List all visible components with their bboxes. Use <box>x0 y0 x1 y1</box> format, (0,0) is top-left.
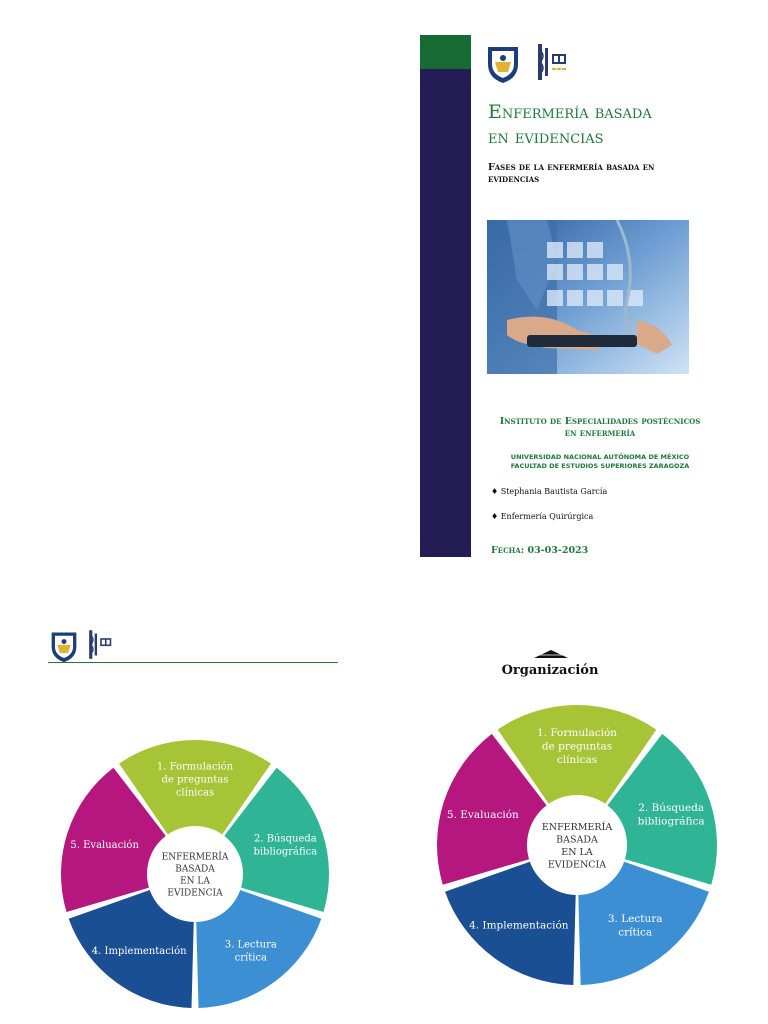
author-name: Stephania Bautista García <box>500 487 608 496</box>
wheel-segment-label-3: 3. Lectura crítica <box>607 912 663 939</box>
cover-date: Fecha: 03-03-2023 <box>491 545 589 556</box>
unam-fes-logo-icon <box>534 42 572 82</box>
wheel-segment-label-5: 5. Evaluación <box>446 808 519 821</box>
wheel-segment-label-3: 3. Lectura crítica <box>224 939 277 964</box>
institute-line-2: en enfermería <box>564 428 636 439</box>
wheel-segment-label-4: 4. Implementación <box>91 946 187 958</box>
wheel-segment-label-4: 4. Implementación <box>469 919 569 932</box>
shield-logo-icon <box>50 630 78 663</box>
wheel-segment-label-2: 2. Búsqueda bibliográfica <box>637 802 705 828</box>
ebn-phases-wheel-right <box>436 700 718 990</box>
cover-sidebar-accent <box>420 35 471 69</box>
cover-title-line-1: Enfermería basada <box>488 101 652 123</box>
institute-line-1: Instituto de Especialidades postécnicos <box>499 416 701 427</box>
institute-name <box>480 416 720 440</box>
organization-heading: Organización <box>501 663 599 678</box>
unam-fes-logo-icon <box>86 628 116 661</box>
university-line-2: FACULTAD DE ESTUDIOS SUPERIORES ZARAGOZA <box>510 462 690 470</box>
author-item <box>491 487 607 496</box>
cover-title <box>488 100 748 150</box>
header-divider <box>48 662 338 663</box>
cover-subtitle-line-1: Fases de la enfermería basada en <box>488 162 655 173</box>
wheel-center-label: ENFERMERÍA BASADA EN LA EVIDENCIA <box>161 852 229 899</box>
cover-subtitle <box>488 162 718 186</box>
university-name <box>480 453 720 471</box>
wheel-segment-label-2: 2. Búsqueda bibliográfica <box>253 833 318 858</box>
diamond-bullet-icon: ♦ <box>491 512 499 521</box>
cover-sidebar <box>420 35 471 557</box>
diamond-bullet-icon: ♦ <box>491 487 499 496</box>
nurse-tablet-photo <box>487 220 689 374</box>
specialty-item <box>491 512 593 521</box>
wheel-segment-label-5: 5. Evaluación <box>70 839 139 851</box>
ebn-phases-wheel-left <box>60 735 330 1013</box>
cover-title-line-2: en evidencias <box>488 126 604 148</box>
university-line-1: UNIVERSIDAD NACIONAL AUTÓNOMA DE MÉXICO <box>510 453 690 461</box>
cover-subtitle-line-2: evidencias <box>488 174 540 185</box>
wheel-center-label: ENFERMERÍA BASADA EN LA EVIDENCIA <box>541 821 613 871</box>
shield-logo-icon <box>486 44 520 84</box>
pyramid-icon <box>534 650 568 658</box>
wheel-segment-label-1: 1. Formulación de preguntas clínicas <box>156 761 234 799</box>
specialty-name: Enfermería Quirúrgica <box>500 512 594 521</box>
wheel-segment-label-1: 1. Formulación de preguntas clínicas <box>536 727 618 766</box>
